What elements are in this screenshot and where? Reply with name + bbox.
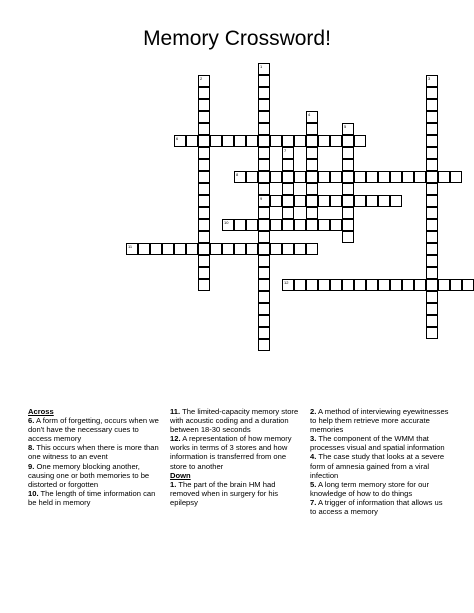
crossword-cell[interactable] [450,279,462,291]
crossword-cell[interactable] [414,171,426,183]
crossword-cell[interactable] [414,279,426,291]
clue-across-12 [170,434,302,470]
clue-number: 12. [170,434,181,444]
crossword-cell[interactable] [342,231,354,243]
crossword-cell[interactable] [246,219,258,231]
crossword-cell[interactable] [198,267,210,279]
crossword-cell[interactable] [198,123,210,135]
crossword-cell[interactable] [426,123,438,135]
crossword-cell[interactable] [306,135,318,147]
crossword-cell[interactable] [342,159,354,171]
crossword-cell[interactable] [174,243,186,255]
crossword-cell[interactable] [402,171,414,183]
crossword-cell[interactable] [450,171,462,183]
clue-across-10 [28,489,160,507]
cell-number: 5 [344,124,347,129]
crossword-cell[interactable] [198,135,210,147]
clue-down-5 [310,480,450,498]
crossword-cell[interactable] [366,279,378,291]
crossword-cell[interactable] [210,243,222,255]
crossword-cell[interactable] [306,159,318,171]
cell-number: 4 [308,112,311,117]
crossword-cell[interactable] [342,195,354,207]
crossword-cell[interactable] [318,171,330,183]
crossword-cell[interactable] [258,243,270,255]
crossword-cell[interactable] [198,87,210,99]
crossword-cell[interactable] [318,195,330,207]
crossword-cell[interactable] [138,243,150,255]
clue-text: This occurs when there is more than one witness to an event [28,443,159,462]
crossword-cell[interactable] [426,195,438,207]
crossword-cell[interactable] [198,207,210,219]
crossword-cell[interactable] [426,111,438,123]
crossword-cell[interactable] [318,279,330,291]
crossword-cell[interactable] [330,135,342,147]
clues-column-1 [28,407,160,507]
crossword-cell[interactable] [426,75,438,87]
crossword-cell[interactable] [426,315,438,327]
clue-down-4 [310,452,450,479]
crossword-cell[interactable] [282,159,294,171]
crossword-cell[interactable] [426,219,438,231]
crossword-cell[interactable] [198,111,210,123]
clue-down-7 [310,498,450,516]
crossword-cell[interactable] [426,243,438,255]
crossword-cell[interactable] [390,171,402,183]
crossword-cell[interactable] [330,279,342,291]
clue-number: 7. [310,497,317,507]
crossword-cell[interactable] [258,267,270,279]
crossword-cell[interactable] [426,279,438,291]
crossword-cell[interactable] [342,147,354,159]
crossword-cell[interactable] [222,219,234,231]
crossword-cell[interactable] [342,123,354,135]
crossword-cell[interactable] [306,111,318,123]
crossword-cell[interactable] [426,327,438,339]
crossword-cell[interactable] [354,279,366,291]
crossword-cell[interactable] [270,219,282,231]
crossword-cell[interactable] [342,171,354,183]
crossword-cell[interactable] [174,135,186,147]
crossword-cell[interactable] [426,183,438,195]
clue-across-8 [28,443,160,461]
crossword-cell[interactable] [198,219,210,231]
crossword-cell[interactable] [294,219,306,231]
crossword-cell[interactable] [294,195,306,207]
crossword-cell[interactable] [246,171,258,183]
puzzle-title: Memory Crossword! [143,27,331,50]
crossword-cell[interactable] [342,135,354,147]
crossword-cell[interactable] [402,279,414,291]
clue-number: 8. [28,443,35,453]
crossword-cell[interactable] [186,243,198,255]
clue-number: 4. [310,452,317,462]
crossword-cell[interactable] [342,207,354,219]
crossword-cell[interactable] [258,279,270,291]
crossword-cell[interactable] [258,219,270,231]
crossword-cell[interactable] [258,99,270,111]
crossword-cell[interactable] [270,195,282,207]
crossword-cell[interactable] [258,147,270,159]
clue-number: 6. [28,416,35,426]
crossword-cell[interactable] [258,75,270,87]
crossword-cell[interactable] [330,195,342,207]
crossword-cell[interactable] [306,183,318,195]
crossword-cell[interactable] [462,279,474,291]
clue-text: The length of time information can be held in memory [28,488,156,507]
crossword-cell[interactable] [258,63,270,75]
crossword-cell[interactable] [222,135,234,147]
clue-text: One memory blocking another, causing one or both memories to be distorted or forgotten [28,461,150,489]
crossword-cell[interactable] [210,135,222,147]
crossword-cell[interactable] [282,183,294,195]
crossword-cell[interactable] [198,243,210,255]
across-header: Across [28,407,54,416]
cell-number: 10 [224,220,229,225]
cell-number: 8 [236,172,239,177]
crossword-cell[interactable] [426,159,438,171]
crossword-cell[interactable] [438,171,450,183]
clue-text: The case study that looks at a severe form of amnesia gained from a viral infection [310,452,445,480]
clue-number: 10. [28,488,39,498]
crossword-cell[interactable] [258,255,270,267]
clue-down-1 [170,480,302,507]
crossword-cell[interactable] [426,207,438,219]
cell-number: 7 [284,148,287,153]
crossword-cell[interactable] [366,195,378,207]
crossword-cell[interactable] [426,255,438,267]
crossword-cell[interactable] [306,195,318,207]
crossword-cell[interactable] [426,171,438,183]
crossword-cell[interactable] [246,135,258,147]
crossword-cell[interactable] [258,87,270,99]
clue-number: 2. [310,407,317,416]
crossword-cell[interactable] [426,99,438,111]
crossword-cell[interactable] [294,171,306,183]
crossword-cell[interactable] [306,171,318,183]
clue-text: A method of interviewing eyewitnesses to help them retrieve more accurate memories [310,407,449,435]
crossword-cell[interactable] [342,183,354,195]
crossword-cell[interactable] [198,99,210,111]
clue-across-9 [28,462,160,489]
crossword-cell[interactable] [258,291,270,303]
crossword-cell[interactable] [162,243,174,255]
crossword-cell[interactable] [258,111,270,123]
crossword-cell[interactable] [426,147,438,159]
crossword-cell[interactable] [258,315,270,327]
crossword-cell[interactable] [282,195,294,207]
clue-text: A long term memory store for our knowledge of how to do things [310,479,430,498]
clue-text: The component of the WMM that processes visual and spatial information [310,434,445,453]
clue-across-11 [170,407,302,434]
crossword-cell[interactable] [258,303,270,315]
crossword-cell[interactable] [318,135,330,147]
crossword-cell[interactable] [426,303,438,315]
crossword-cell[interactable] [306,147,318,159]
crossword-cell[interactable] [426,87,438,99]
crossword-cell[interactable] [318,219,330,231]
clue-number: 9. [28,461,35,471]
crossword-cell[interactable] [354,171,366,183]
crossword-cell[interactable] [306,243,318,255]
crossword-cell[interactable] [198,255,210,267]
crossword-cell[interactable] [198,159,210,171]
crossword-cell[interactable] [306,219,318,231]
crossword-cell[interactable] [342,219,354,231]
crossword-cell[interactable] [378,195,390,207]
cell-number: 1 [260,64,263,69]
clue-across-6 [28,416,160,443]
crossword-cell[interactable] [282,279,294,291]
clue-number: 5. [310,479,317,489]
crossword-cell[interactable] [282,243,294,255]
crossword-cell[interactable] [270,243,282,255]
crossword-cell[interactable] [306,207,318,219]
crossword-cell[interactable] [366,171,378,183]
crossword-cell[interactable] [234,243,246,255]
crossword-cell[interactable] [294,279,306,291]
crossword-cell[interactable] [198,279,210,291]
clue-text: A form of forgetting, occurs when we don't have the necessary cues to access memory [28,416,159,444]
crossword-cell[interactable] [270,171,282,183]
crossword-cell[interactable] [198,231,210,243]
crossword-cell[interactable] [426,135,438,147]
cell-number: 11 [128,244,133,249]
clue-number: 11. [170,407,181,416]
crossword-cell[interactable] [438,279,450,291]
crossword-cell[interactable] [282,147,294,159]
crossword-cell[interactable] [186,135,198,147]
crossword-cell[interactable] [342,279,354,291]
crossword-cell[interactable] [306,279,318,291]
down-header: Down [170,470,191,480]
clue-number: 1. [170,479,177,489]
crossword-cell[interactable] [426,267,438,279]
crossword-cell[interactable] [258,135,270,147]
crossword-cell[interactable] [330,171,342,183]
crossword-cell[interactable] [258,339,270,351]
crossword-cell[interactable] [282,219,294,231]
crossword-cell[interactable] [150,243,162,255]
crossword-cell[interactable] [258,207,270,219]
crossword-cell[interactable] [198,195,210,207]
crossword-cell[interactable] [354,135,366,147]
crossword-cell[interactable] [198,75,210,87]
clue-number: 3. [310,434,317,444]
crossword-cell[interactable] [378,279,390,291]
cell-number: 3 [428,76,431,81]
crossword-cell[interactable] [390,195,402,207]
clue-text: A representation of how memory works in terms of 3 stores and how information is transferred from one store to another [170,434,292,471]
crossword-cell[interactable] [390,279,402,291]
crossword-cell[interactable] [198,147,210,159]
crossword-cell[interactable] [258,231,270,243]
clues-column-2 [170,407,302,507]
crossword-cell[interactable] [330,219,342,231]
crossword-cell[interactable] [282,135,294,147]
crossword-cell[interactable] [258,183,270,195]
clue-down-3 [310,434,450,452]
crossword-cell[interactable] [258,171,270,183]
cell-number: 6 [176,136,179,141]
clue-text: A trigger of information that allows us to access a memory [310,497,443,517]
crossword-cell[interactable] [258,123,270,135]
crossword-cell[interactable] [234,135,246,147]
crossword-cell[interactable] [270,135,282,147]
crossword-cell[interactable] [198,183,210,195]
crossword-cell[interactable] [258,159,270,171]
crossword-cell[interactable] [282,207,294,219]
clue-text: The part of the brain HM had removed when in surgery for his epilepsy [170,479,279,507]
crossword-cell[interactable] [282,171,294,183]
crossword-cell[interactable] [258,195,270,207]
cell-number: 9 [260,196,263,201]
crossword-cell[interactable] [426,291,438,303]
crossword-cell[interactable] [306,123,318,135]
clue-text: The limited-capacity memory store with acoustic coding and a duration between 18-30 seconds [170,407,299,435]
cell-number: 12 [284,280,289,285]
crossword-cell[interactable] [426,231,438,243]
crossword-cell[interactable] [294,243,306,255]
crossword-cell[interactable] [198,171,210,183]
crossword-cell[interactable] [258,327,270,339]
crossword-cell[interactable] [234,171,246,183]
crossword-cell[interactable] [354,195,366,207]
crossword-cell[interactable] [246,243,258,255]
crossword-cell[interactable] [294,135,306,147]
cell-number: 2 [200,76,203,81]
crossword-cell[interactable] [126,243,138,255]
crossword-cell[interactable] [378,171,390,183]
crossword-cell[interactable] [222,243,234,255]
clue-down-2 [310,407,450,434]
clues-column-3 [310,407,450,516]
crossword-cell[interactable] [234,219,246,231]
